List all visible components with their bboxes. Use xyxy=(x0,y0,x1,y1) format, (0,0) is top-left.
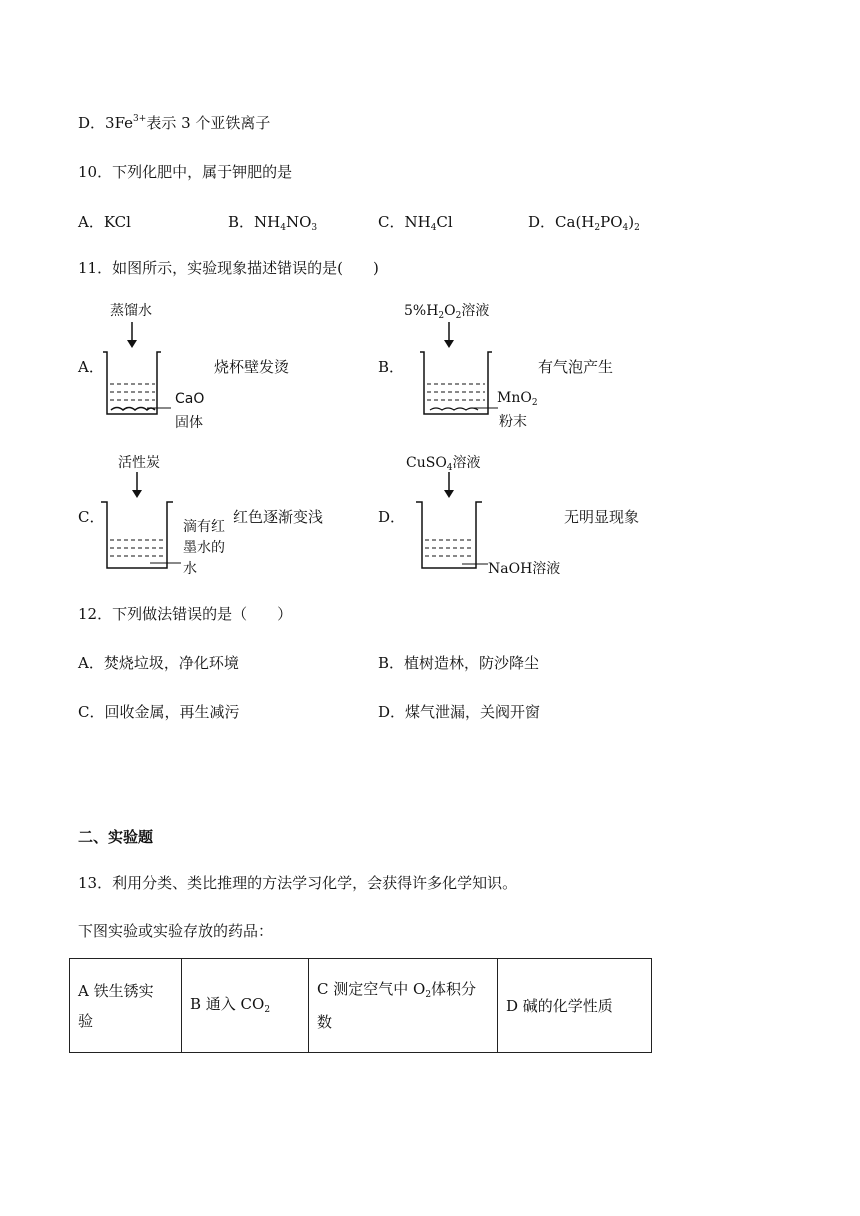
q12-option-b: B．植树造林，防沙降尘 xyxy=(378,654,540,672)
table-cell-a xyxy=(70,959,182,1053)
q10-c-text: C．NH xyxy=(378,213,431,231)
q11-stem: 11．如图所示，实验现象描述错误的是( ) xyxy=(78,259,379,277)
q11-option-a-letter: A． xyxy=(78,358,104,376)
q11-option-d-letter: D． xyxy=(378,508,406,526)
table-cell-d: D 碱的化学性质 xyxy=(498,959,652,1053)
subscript: 4 xyxy=(446,463,453,473)
q10-d-text: ) xyxy=(628,213,635,231)
reagent-text: O xyxy=(444,303,456,319)
q10-stem: 10．下列化肥中，属于钾肥的是 xyxy=(78,163,293,181)
subscript: 2 xyxy=(438,311,445,321)
q11-a-reagent-label: 蒸馏水 xyxy=(110,303,152,319)
table-cell-c xyxy=(309,959,498,1053)
subscript: 3 xyxy=(311,223,318,233)
q12-option-c: C．回收金属，再生减污 xyxy=(78,703,240,721)
q9-option-d xyxy=(78,112,270,133)
q12-option-d: D．煤气泄漏，关阀开窗 xyxy=(378,703,541,721)
q10-b-text: B．NH xyxy=(228,213,281,231)
q10-option-d xyxy=(528,211,640,232)
reagent-text: 5%H xyxy=(404,303,439,319)
cell-c-line-2: 数 xyxy=(317,1013,333,1031)
q10-option-b xyxy=(228,211,317,232)
cell-a-line-1: A 铁生锈实 xyxy=(78,981,154,1000)
reagent-text: CuSO xyxy=(406,455,447,471)
q9-option-d-suffix: 表示 3 个亚铁离子 xyxy=(146,114,271,132)
table-row xyxy=(70,959,652,1053)
q11-b-solid-label-1 xyxy=(497,390,538,406)
q13-stem: 13．利用分类、类比推理的方法学习化学，会获得许多化学知识。 xyxy=(78,874,518,892)
cell-c-text: 体积分 xyxy=(431,980,477,998)
cell-b-text: B 通入 CO xyxy=(190,995,265,1013)
q11-c-liquid-label-2: 墨水的 xyxy=(183,540,225,556)
table-cell-b xyxy=(182,959,309,1053)
q11-option-c-letter: C． xyxy=(78,508,105,526)
subscript: 4 xyxy=(622,223,629,233)
q11-c-reagent-label: 活性炭 xyxy=(118,455,160,471)
q10-option-a: A．KCl xyxy=(78,213,131,231)
q11-c-liquid-label-1: 滴有红 xyxy=(183,519,225,535)
charge-superscript: 3+ xyxy=(133,114,147,124)
q11-a-solid-label-1: CaO xyxy=(175,391,205,407)
q11-d-liquid-label: NaOH溶液 xyxy=(488,561,561,577)
subscript: 2 xyxy=(634,223,640,233)
subscript: 2 xyxy=(594,223,601,233)
reagent-text: 溶液 xyxy=(452,455,481,471)
cell-a-line-2: 验 xyxy=(78,1011,94,1030)
cell-c-line-1 xyxy=(317,974,489,1007)
q11-b-beaker-diagram xyxy=(412,322,512,422)
q10-option-c xyxy=(378,211,453,232)
subscript: 2 xyxy=(455,311,462,321)
section-heading: 二、实验题 xyxy=(78,828,154,846)
q11-c-phenomenon: 红色逐渐变浅 xyxy=(233,508,324,526)
q10-d-text: D．Ca(H xyxy=(528,213,595,231)
q11-b-phenomenon: 有气泡产生 xyxy=(538,358,614,376)
q11-d-phenomenon: 无明显现象 xyxy=(564,508,640,526)
subscript: 2 xyxy=(425,990,432,1000)
subscript: 4 xyxy=(280,223,286,233)
q12-option-a: A．焚烧垃圾，净化环境 xyxy=(78,654,239,672)
experiment-table xyxy=(69,958,652,1053)
q13-intro: 下图实验或实验存放的药品： xyxy=(78,922,274,940)
subscript: 2 xyxy=(531,398,538,408)
q11-b-reagent-label xyxy=(404,300,489,320)
q11-c-liquid-label-3: 水 xyxy=(183,561,197,577)
q12-stem: 12．下列做法错误的是（ ） xyxy=(78,605,293,623)
q9-option-d-prefix: D．3Fe xyxy=(78,114,134,132)
solid-text: MnO xyxy=(497,390,532,406)
q11-a-phenomenon: 烧杯壁发烫 xyxy=(214,358,290,376)
q11-a-beaker-diagram xyxy=(95,322,185,422)
subscript: 4 xyxy=(430,223,437,233)
q11-d-reagent-label xyxy=(406,452,481,472)
q11-b-solid-label-2: 粉末 xyxy=(499,414,527,430)
subscript: 2 xyxy=(264,1005,271,1015)
reagent-text: 溶液 xyxy=(461,303,490,319)
q10-c-text: Cl xyxy=(436,213,453,231)
q10-d-text: PO xyxy=(600,213,623,231)
q11-option-b-letter: B． xyxy=(378,358,405,376)
cell-c-text: C 测定空气中 O xyxy=(317,980,426,998)
q11-c-beaker-diagram xyxy=(95,472,195,577)
q11-a-solid-label-2: 固体 xyxy=(175,415,203,431)
q10-b-text: NO xyxy=(285,213,312,231)
